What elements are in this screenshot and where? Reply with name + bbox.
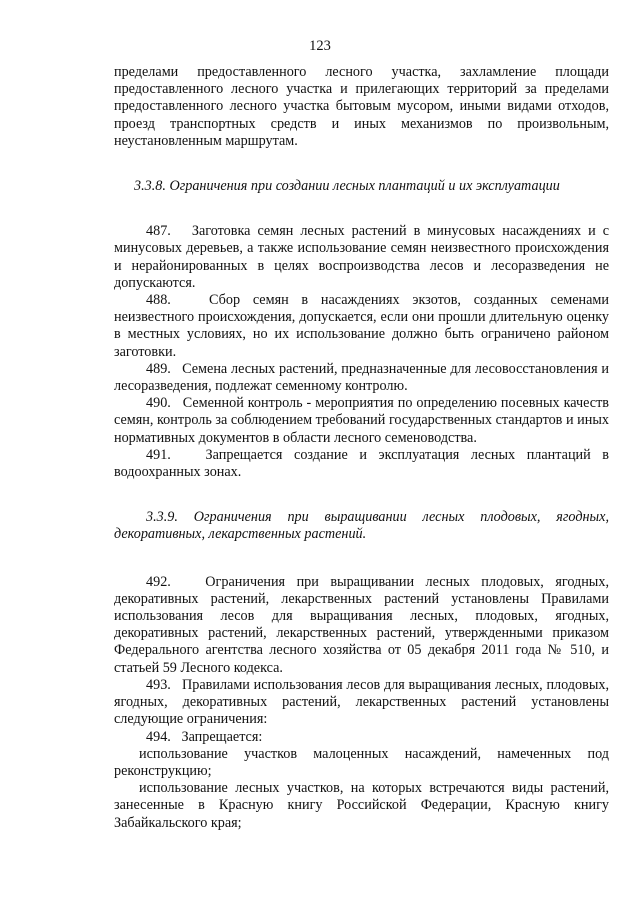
page-content (114, 64, 609, 832)
list-item-reconstruction: использование участков малоценных насаждений, намеченных под реконструкцию; (114, 745, 609, 779)
section-heading-3-3-9: 3.3.9. Ограничения при выращивании лесных плодовых, ягодных, декоративных, лекарственных растений. (114, 509, 609, 543)
list-item-red-book: использование лесных участков, на которых встречаются виды растений, занесенные в Красную книгу Российской Федерации, Красную книгу Забайкальского края; (114, 780, 609, 831)
page-number: 123 (309, 38, 331, 54)
paragraph-488: 488. Сбор семян в насаждениях экзотов, созданных семенами неизвестного происхождения, допускается, если они прошли длительную оценку в местных условиях, но их использование должно быть ограничено районом заготовки. (114, 292, 609, 360)
paragraph-489: 489. Семена лесных растений, предназначенные для лесовосстановления и лесоразведения, подлежат семенному контролю. (114, 360, 609, 395)
paragraph-487: 487. Заготовка семян лесных растений в минусовых насаждениях и с минусовых деревьев, а также использование семян неизвестного происхождения и нерайонированных в целях воспроизводства лесов и лесоразведения не допускаются. (114, 223, 609, 291)
paragraph-491: 491. Запрещается создание и эксплуатация лесных плантаций в водоохранных зонах. (114, 446, 609, 481)
section-heading-3-3-8: 3.3.8. Ограничения при создании лесных плантаций и их эксплуатации (134, 178, 560, 195)
paragraph-continued: пределами предоставленного лесного участка, захламление площади предоставленного лесного участка и прилегающих территорий за пределами предоставленного лесного участка бытовым мусором, иными видами отходов, проезд транспортных средств и иных механизмов по произвольным, неустановленным маршрутам. (114, 64, 609, 149)
paragraph-494: 494. Запрещается: (146, 728, 263, 745)
paragraph-492: 492. Ограничения при выращивании лесных плодовых, ягодных, декоративных растений, лекарственных растений установлены Правилами использования лесов для выращивания лесных, плодовых, ягодных, декоративных растений, лекарственных растений, утвержденными приказом Федерального агентства лесного хозяйства от 05 декабря 2011 года № 510, и статьей 59 Лесного кодекса. (114, 573, 609, 676)
paragraph-490: 490. Семенной контроль - мероприятия по определению посевных качеств семян, контроль за соблюдением требований государственных стандартов и иных нормативных документов в области лесного семеноводства. (114, 395, 609, 446)
paragraph-493: 493. Правилами использования лесов для выращивания лесных, плодовых, ягодных, декоративных растений, лекарственных растений установлены следующие ограничения: (114, 676, 609, 728)
